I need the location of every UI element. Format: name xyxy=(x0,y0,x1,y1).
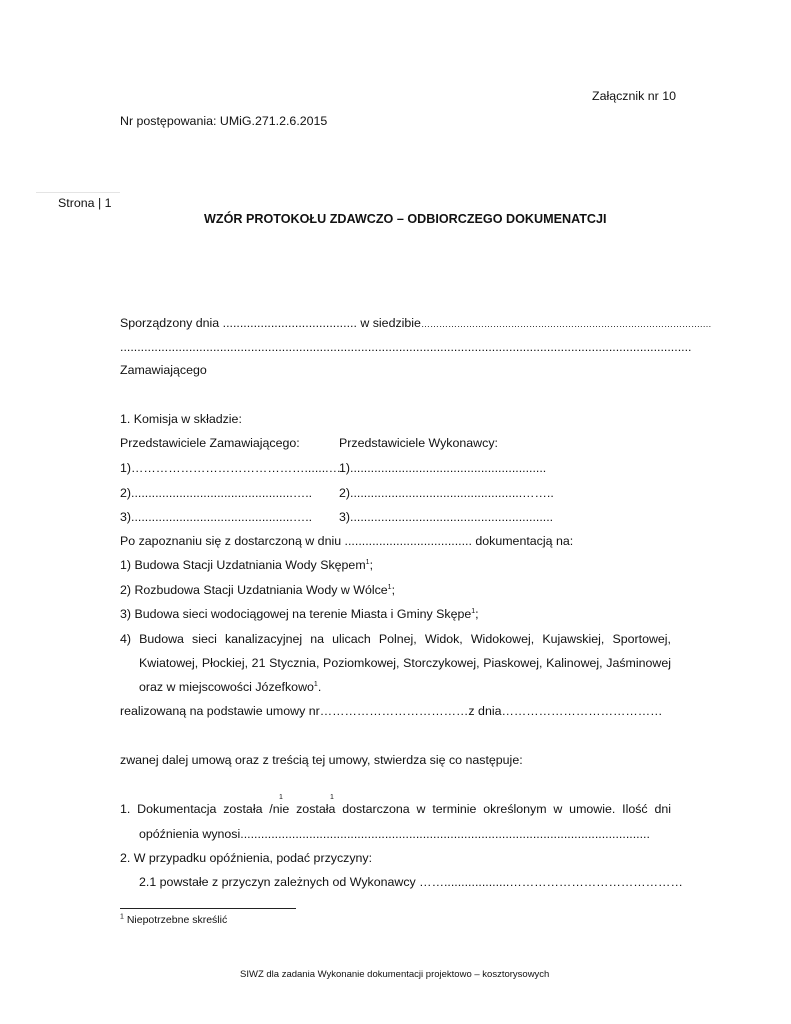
contractor-rep-3: 3)........................................................... xyxy=(339,510,554,524)
footnote xyxy=(120,914,227,926)
document-title: WZÓR PROTOKOŁU ZDAWCZO – ODBIORCZEGO DOKUMENATCJI xyxy=(204,212,607,226)
delivery-item-3: 3) Budowa sieci wodociągowej na terenie Miasta i Gminy Skępe$^1$; xyxy=(120,607,479,621)
delivery-item-4-text: oraz w miejscowości Józefkowo xyxy=(139,680,314,694)
case-number: Nr postępowania: UMiG.271.2.6.2015 xyxy=(120,114,328,128)
intro-date-place: Sporządzony dnia ....................................... w siedzibie xyxy=(120,316,421,330)
footnote-text: Niepotrzebne skreślić xyxy=(126,914,228,926)
commission-heading: 1. Komisja w składzie: xyxy=(120,412,242,426)
employer-rep-3: 3)...............................................….. xyxy=(120,510,313,524)
contractor-rep-1: 1)......................................................... xyxy=(339,461,547,475)
employer-rep-2: 2)...............................................….. xyxy=(120,486,313,500)
point-2: 2. W przypadku opóźnienia, podać przyczyny: xyxy=(120,851,373,865)
intro-line-3: Zamawiającego xyxy=(120,363,207,377)
point-1-line-1: 1. Dokumentacja została /nie została dostarczona w terminie określonym w umowie. Ilość dni xyxy=(120,802,671,816)
footnote-ref: 1 xyxy=(365,558,370,566)
contract-reference: realizowaną na podstawie umowy nr………………………………z dnia………………………………… xyxy=(120,704,663,718)
delivery-item-3-text: 3) Budowa sieci wodociągowej na terenie Miasta i Gminy Skępe xyxy=(120,607,472,621)
sidebar-divider xyxy=(36,192,120,193)
delivery-item-1-text: 1) Budowa Stacji Uzdatniania Wody Skępem xyxy=(120,558,366,572)
footnote-separator xyxy=(120,908,296,909)
page-footer: SIWZ dla zadania Wykonanie dokumentacji projektowo – kosztorysowych xyxy=(240,969,550,980)
statement: zwanej dalej umową oraz z treścią tej umowy, stwierdza się co następuje: xyxy=(120,753,523,767)
footnote-ref: 1 xyxy=(313,680,318,688)
employer-rep-1: 1)…………………………………….......…. xyxy=(120,461,345,475)
delivery-item-1: 1) Budowa Stacji Uzdatniania Wody Skępem$^1$; xyxy=(120,558,374,572)
intro-place-dots: ………………………………………………………………………………….… xyxy=(420,319,712,329)
employer-reps-heading: Przedstawiciele Zamawiającego: xyxy=(120,436,300,450)
delivery-item-2-text: 2) Rozbudowa Stacji Uzdatniania Wody w Wólce xyxy=(120,583,388,597)
delivery-item-4-line-1: 4) Budowa sieci kanalizacyjnej na ulicach Polnej, Widok, Widokowej, Kujawskiej, Sportowej, xyxy=(120,632,671,646)
delivery-intro: Po zapoznaniu się z dostarczoną w dniu ..................................... dokumentacją na: xyxy=(120,534,574,548)
delivery-item-4-line-2: Kwiatowej, Płockiej, 21 Stycznia, Poziomkowej, Storczykowej, Piaskowej, Kalinowej, Jaśminowej xyxy=(139,656,671,670)
contractor-reps-heading: Przedstawiciele Wykonawcy: xyxy=(339,436,498,450)
page-number-label: Strona | 1 xyxy=(58,196,112,210)
point-2-1: 2.1 powstałe z przyczyn zależnych od Wykonawcy ……...................…………………………………… xyxy=(139,875,683,889)
footnote-marker: 1 xyxy=(120,913,124,921)
footnote-ref: 1 xyxy=(387,583,392,591)
attachment-label: Załącznik nr 10 xyxy=(592,89,677,103)
delivery-item-4-line-3: oraz w miejscowości Józefkowo$^1$. xyxy=(139,680,322,694)
delivery-item-2: 2) Rozbudowa Stacji Uzdatniania Wody w Wólce$^1$; xyxy=(120,583,396,597)
point-1-line-2: opóźnienia wynosi....................................................................................................................... xyxy=(139,827,650,841)
contractor-rep-2: 2)..................................................…….. xyxy=(339,486,554,500)
intro-line-2: ...................................................................................................................................................................... xyxy=(120,340,692,354)
footnote-ref: 1 xyxy=(471,607,476,615)
intro-line-1 xyxy=(120,316,712,330)
